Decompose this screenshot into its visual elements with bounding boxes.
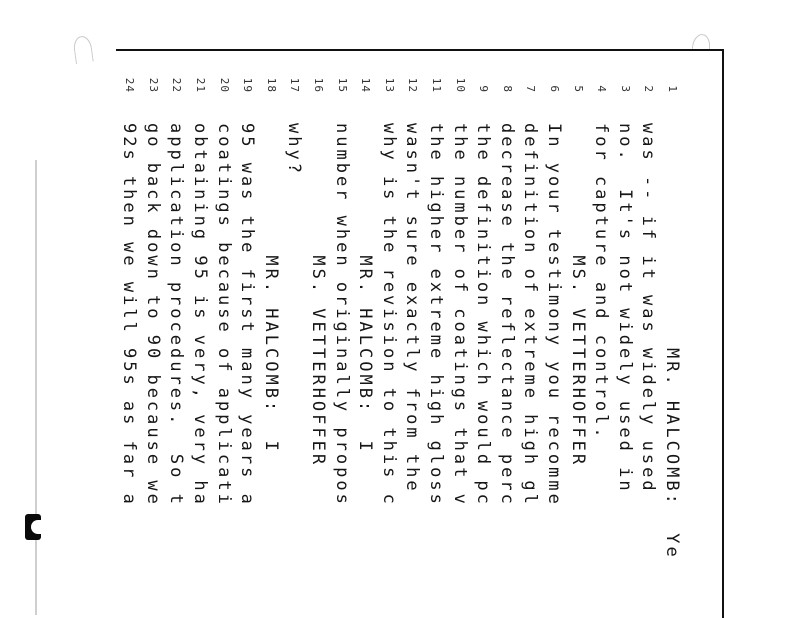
line-text: the definition which would pc — [473, 123, 494, 507]
line-text: MR. HALCOMB: I — [355, 123, 376, 454]
line-number: 1 — [666, 85, 679, 93]
transcript-line — [542, 51, 566, 618]
line-text: definition of extreme high gl — [520, 123, 541, 507]
transcript-line — [377, 51, 401, 618]
line-text: MR. HALCOMB: I — [260, 123, 281, 454]
line-text: MR. HALCOMB: Ye — [662, 123, 682, 560]
line-text: application procedures. So t — [166, 123, 187, 507]
line-text: for capture and control. — [591, 123, 612, 441]
transcript-line — [306, 51, 330, 618]
line-text: the higher extreme high gloss — [426, 123, 446, 507]
line-number: 4 — [595, 85, 609, 93]
line-number: 21 — [194, 77, 207, 93]
transcript-line — [448, 51, 472, 618]
transcript-line — [424, 51, 448, 618]
transcript-line — [330, 51, 354, 618]
line-number: 19 — [241, 77, 255, 93]
line-text: wasn't sure exactly from the — [402, 123, 423, 494]
line-number: 22 — [170, 77, 184, 93]
transcript-line — [353, 51, 377, 618]
line-text: go back down to 90 because we — [142, 123, 163, 507]
transcript-line — [164, 51, 188, 618]
binder-clip-mark — [25, 514, 41, 540]
transcript-line — [117, 51, 141, 618]
line-number: 10 — [453, 77, 467, 93]
transcript-line — [613, 51, 637, 618]
line-text: why is the revision to this c — [378, 123, 399, 507]
transcript-lines — [116, 51, 706, 618]
transcript-line — [141, 51, 165, 618]
line-number: 14 — [359, 77, 373, 93]
line-text: 92s then we will 95s as far a — [119, 123, 140, 507]
line-text: obtaining 95 is very, very ha — [190, 123, 210, 507]
line-number: 17 — [288, 77, 302, 93]
line-text: coatings because of applicati — [213, 123, 234, 507]
line-number: 5 — [571, 85, 585, 93]
transcript-line — [566, 51, 590, 618]
transcript-line — [235, 51, 259, 618]
line-number: 7 — [524, 85, 538, 93]
transcript-line — [660, 51, 684, 618]
line-text: MS. VETTERHOFFER — [308, 123, 328, 468]
line-text: In your testimony you recomme — [544, 123, 564, 507]
line-number: 13 — [382, 77, 396, 93]
line-text: MS. VETTERHOFFER — [567, 123, 588, 468]
line-number: 20 — [217, 77, 231, 93]
transcript-line — [518, 51, 542, 618]
line-number: 12 — [406, 77, 420, 93]
line-text: was -- if it was widely used — [638, 123, 659, 494]
binder-edge-line — [35, 160, 37, 615]
line-number: 9 — [477, 85, 491, 93]
transcript-line — [636, 51, 660, 618]
transcript-line — [495, 51, 519, 618]
line-text: the number of coatings that v — [449, 123, 470, 507]
line-number: 2 — [642, 85, 656, 93]
line-text: no. It's not widely used in — [614, 123, 635, 494]
line-number: 8 — [500, 85, 514, 93]
line-number: 16 — [312, 77, 325, 93]
line-number: 23 — [146, 77, 160, 93]
transcript-line — [188, 51, 212, 618]
transcript-line — [400, 51, 424, 618]
line-number: 15 — [335, 77, 349, 93]
line-text: why? — [284, 123, 305, 176]
transcript-line — [259, 51, 283, 618]
line-number: 6 — [548, 85, 561, 93]
line-number: 24 — [123, 77, 137, 93]
line-text: number when originally propos — [331, 123, 352, 507]
line-number: 3 — [618, 85, 632, 93]
transcript-line — [589, 51, 613, 618]
transcript-line — [212, 51, 236, 618]
line-text: decrease the reflectance perc — [496, 123, 517, 507]
line-number: 11 — [430, 77, 443, 93]
line-number: 18 — [264, 77, 278, 93]
transcript-line — [471, 51, 495, 618]
transcript-page — [116, 49, 724, 618]
punch-hole-left — [72, 35, 94, 64]
transcript-line — [282, 51, 306, 618]
line-text: 95 was the first many years a — [237, 123, 258, 507]
